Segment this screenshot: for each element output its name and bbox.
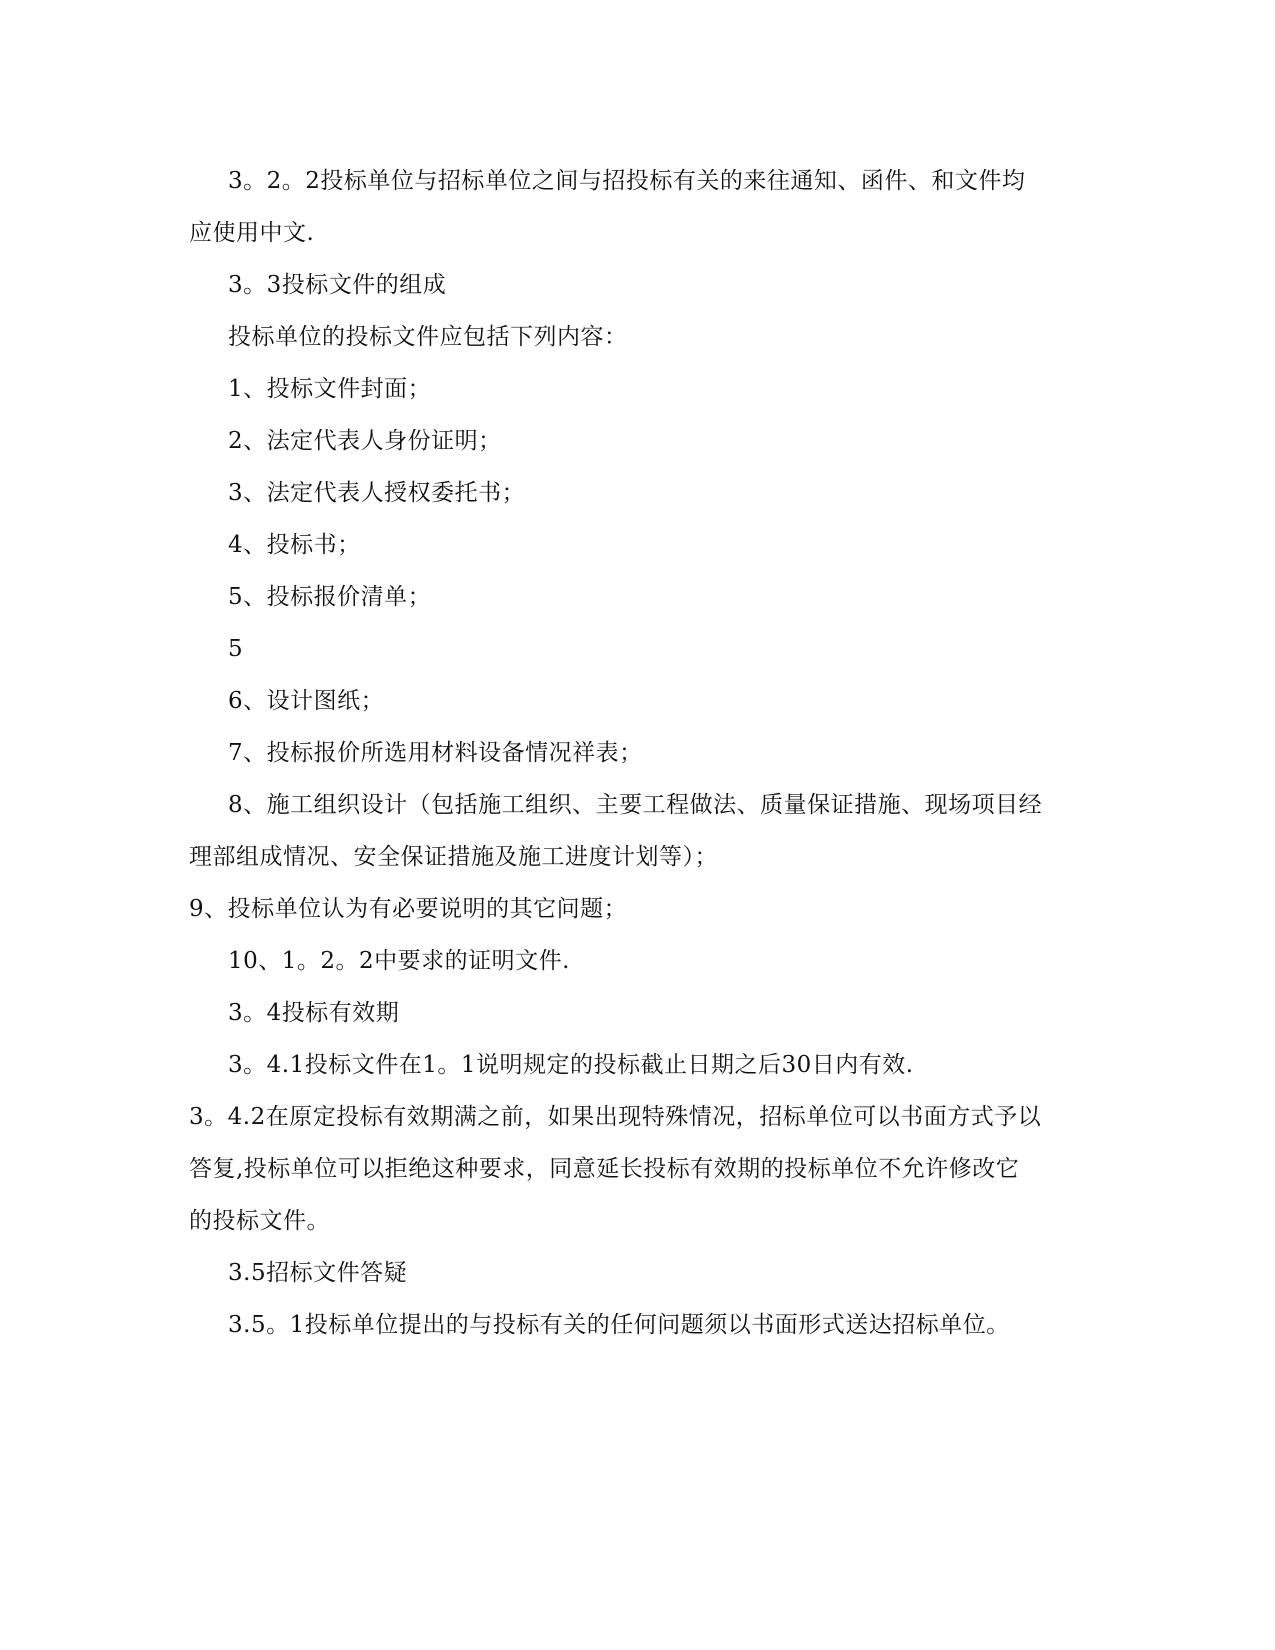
paragraph-line: 答复,投标单位可以拒绝这种要求，同意延长投标有效期的投标单位不允许修改它 (189, 1156, 1020, 1182)
list-item: 2、法定代表人身份证明； (228, 428, 502, 454)
paragraph-line: 3.5。1投标单位提出的与投标有关的任何问题须以书面形式送达招标单位。 (228, 1312, 1010, 1338)
list-item: 6、设计图纸； (228, 688, 385, 714)
list-item: 4、投标书； (228, 532, 361, 558)
section-heading: 3。4投标有效期 (228, 1000, 400, 1026)
paragraph-line: 3。4.1投标文件在1。1说明规定的投标截止日期之后30日内有效. (228, 1052, 914, 1078)
section-heading: 3.5招标文件答疑 (228, 1260, 408, 1286)
list-item: 10、1。2。2中要求的证明文件. (228, 948, 570, 974)
list-item: 1、投标文件封面； (228, 376, 432, 402)
paragraph-line: 应使用中文. (189, 220, 315, 246)
list-item: 7、投标报价所选用材料设备情况祥表； (228, 740, 643, 766)
paragraph-line: 3。4.2在原定投标有效期满之前，如果出现特殊情况，招标单位可以书面方式予以 (189, 1104, 1042, 1130)
list-item: 9、投标单位认为有必要说明的其它问题； (189, 896, 628, 922)
section-heading: 3。3投标文件的组成 (228, 272, 447, 298)
list-item: 8、施工组织设计（包括施工组织、主要工程做法、质量保证措施、现场项目经 (228, 792, 1043, 818)
list-item: 5、投标报价清单； (228, 584, 432, 610)
list-item-continuation: 理部组成情况、安全保证措施及施工进度计划等）； (189, 844, 718, 870)
paragraph-line: 的投标文件。 (189, 1208, 330, 1234)
page-number: 5 (228, 636, 244, 662)
paragraph-line: 投标单位的投标文件应包括下列内容： (228, 324, 628, 350)
paragraph-line: 3。2。2投标单位与招标单位之间与招投标有关的来往通知、函件、和文件均 (228, 168, 1026, 194)
list-item: 3、法定代表人授权委托书； (228, 480, 526, 506)
